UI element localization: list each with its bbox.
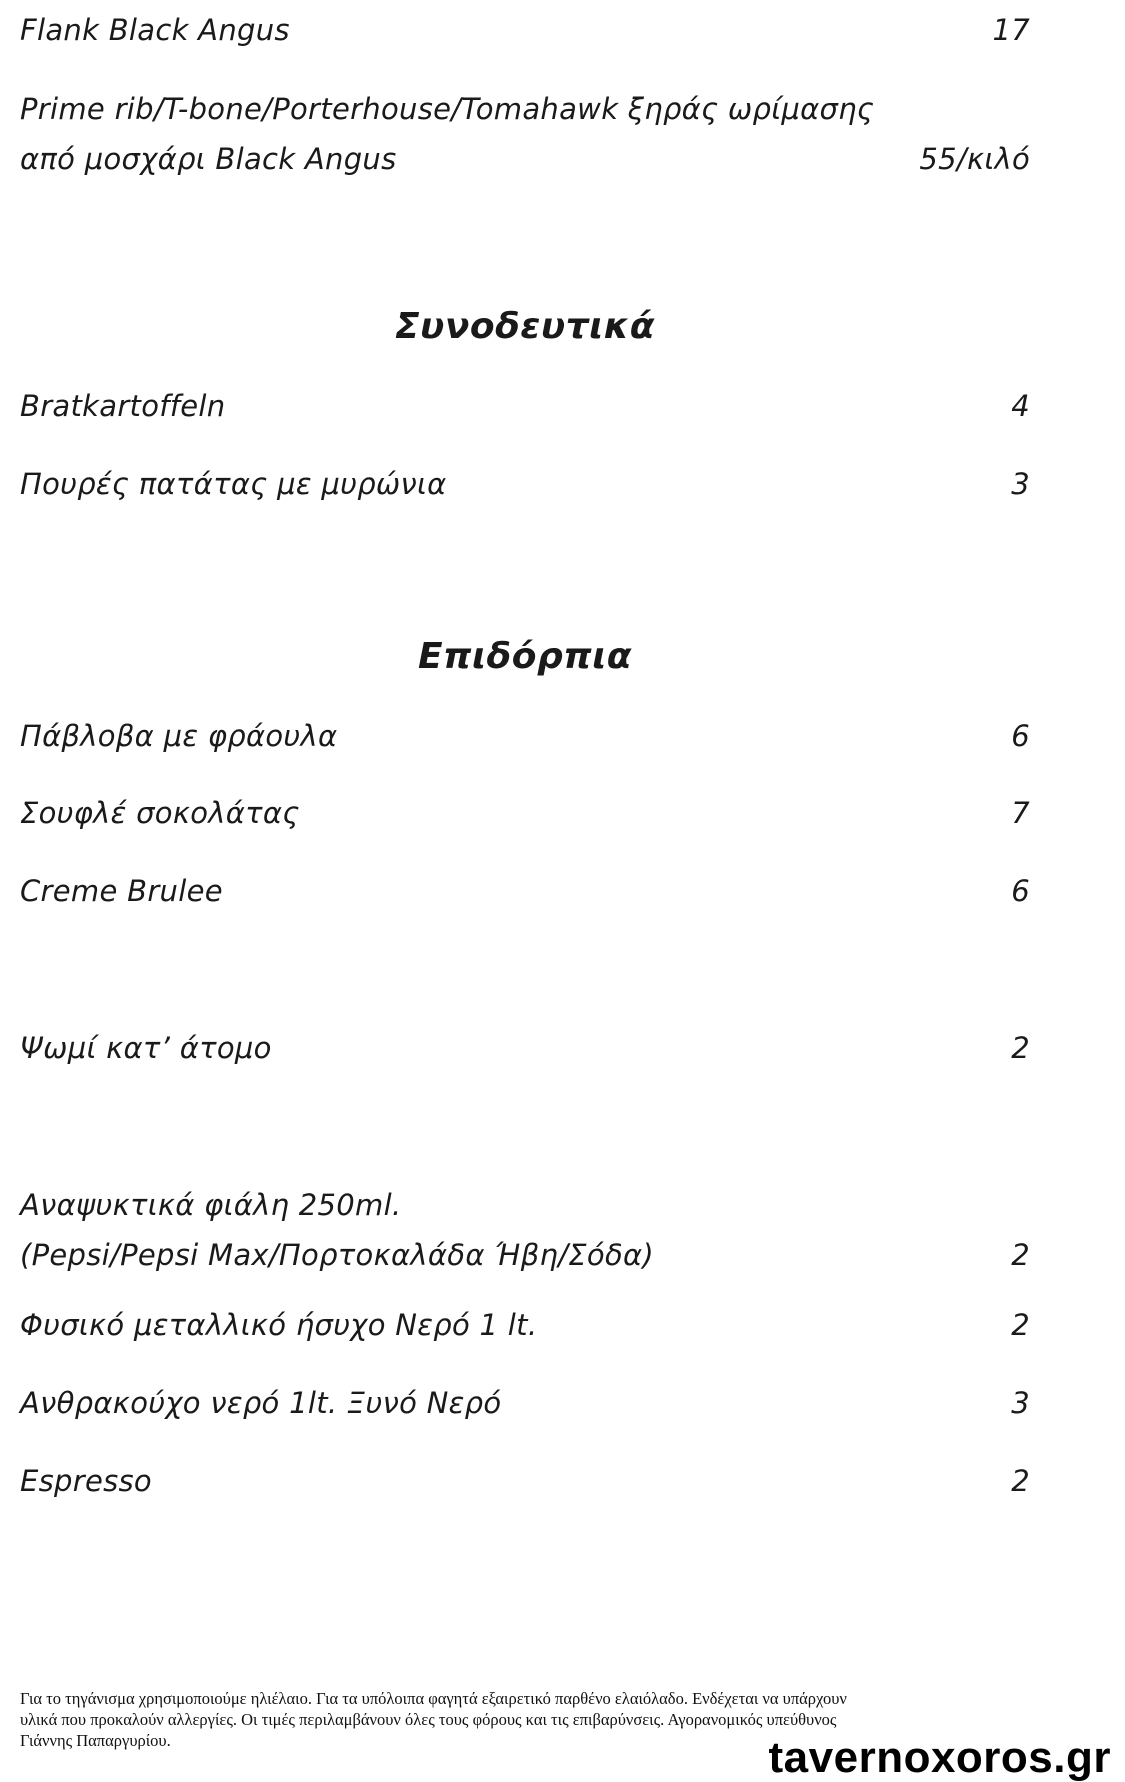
item-name: Σουφλέ σοκολάτας [20,796,300,830]
item-name: Creme Brulee [20,874,223,908]
item-name: Πάβλοβα με φράουλα [20,719,338,753]
section-heading-desserts: Επιδόρπια [417,636,633,677]
item-name: Φυσικό μεταλλικό ήσυχο Νερό 1 lt. [20,1308,538,1342]
item-price: 7 [1011,796,1030,830]
item-price: 2 [1011,1464,1030,1498]
item-price: 4 [1011,389,1030,423]
item-name: Αναψυκτικά φιάλη 250ml. [20,1188,402,1222]
footer-line: υλικά που προκαλούν αλλεργίες. Οι τιμές περιλαμβάνουν όλες τους φόρους και τις επιβαρύνσεις. Αγορανομικός υπεύθυνος [20,1710,837,1729]
item-price: 17 [992,13,1030,47]
item-price: 6 [1011,874,1030,908]
item-price: 3 [1011,467,1030,501]
item-name: Flank Black Angus [20,13,290,47]
item-name: Ψωμί κατ’ άτομο [20,1031,272,1065]
item-name: Espresso [20,1464,152,1498]
item-name: (Pepsi/Pepsi Max/Πορτοκαλάδα Ήβη/Σόδα) [20,1238,655,1272]
site-watermark: tavernoxoros.gr [765,1736,1115,1780]
item-name: Ανθρακούχο νερό 1lt. Ξυνό Νερό [20,1386,502,1420]
item-price: 6 [1011,719,1030,753]
item-name: Πουρές πατάτας με μυρώνια [20,467,447,501]
footer-line: Για το τηγάνισμα χρησιμοποιούμε ηλιέλαιο. Για τα υπόλοιπα φαγητά εξαιρετικό παρθένο ελαιόλαδο. Ενδέχεται να υπάρχουν [20,1689,847,1708]
footer-line: Γιάννης Παπαργυρίου. [20,1731,171,1750]
item-price: 2 [1011,1308,1030,1342]
section-heading-sides: Συνοδευτικά [394,306,656,347]
item-name: Prime rib/T-bone/Porterhouse/Tomahawk ξηράς ωρίμασης [20,92,875,126]
item-price: 55/κιλό [919,142,1030,176]
item-price: 3 [1011,1386,1030,1420]
item-name: από μοσχάρι Black Angus [20,142,397,176]
item-price: 2 [1011,1031,1030,1065]
item-price: 2 [1011,1238,1030,1272]
item-name: Bratkartoffeln [20,389,226,423]
